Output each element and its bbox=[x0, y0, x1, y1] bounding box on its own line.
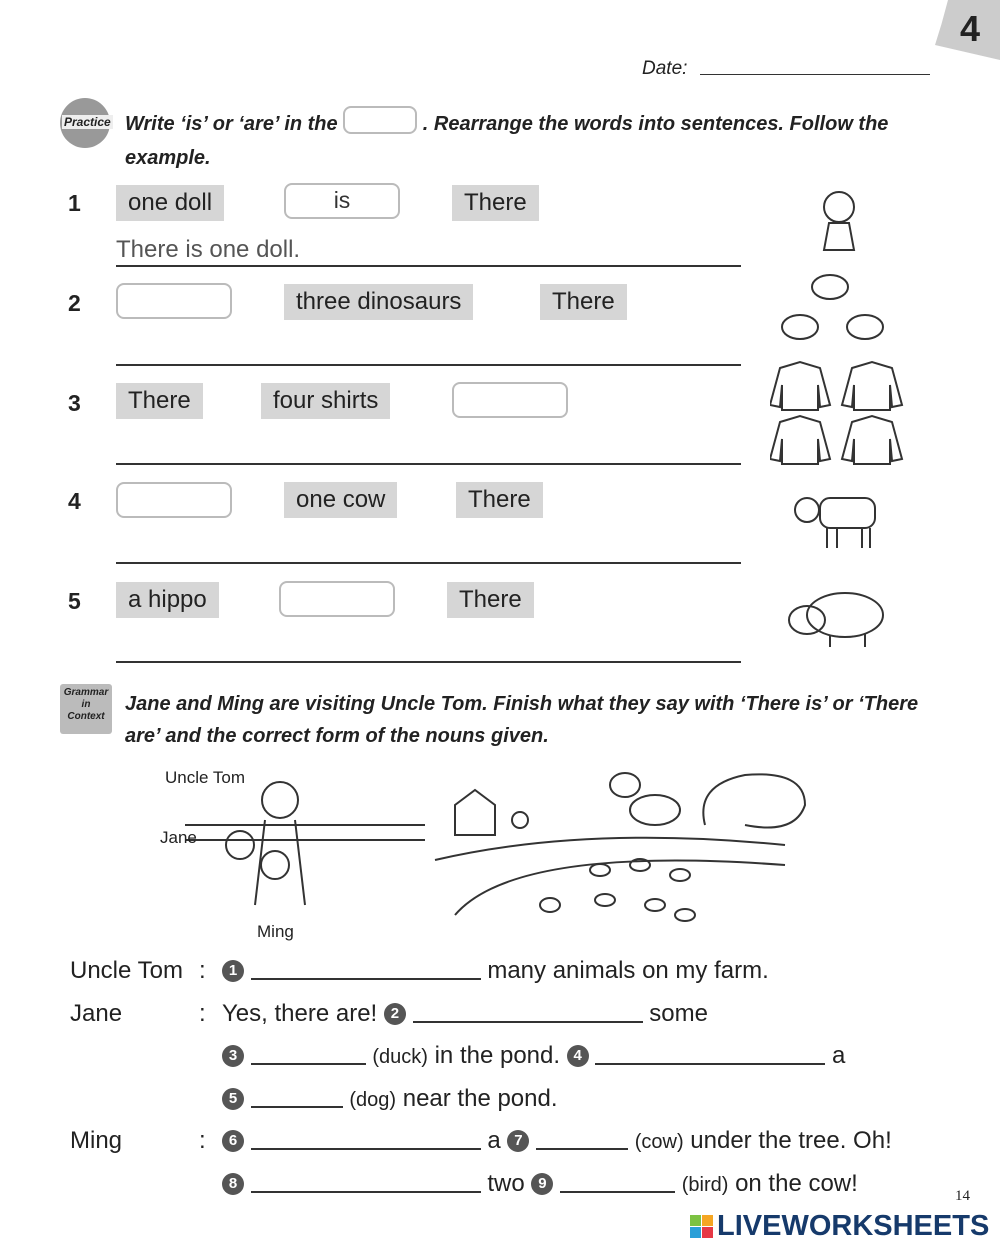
hippo-icon bbox=[785, 585, 895, 650]
word-tile[interactable]: four shirts bbox=[261, 383, 390, 419]
colon: : bbox=[199, 1127, 206, 1154]
practice-badge: Practice bbox=[60, 98, 110, 148]
scene-label-jane: Jane bbox=[160, 828, 197, 847]
answer-line[interactable] bbox=[116, 364, 741, 366]
unit-number: 4 bbox=[960, 8, 981, 49]
dialogue-line-6: 8 two 9 (bird) on the cow! bbox=[222, 1170, 858, 1198]
example-answer: There is one doll. bbox=[116, 236, 301, 263]
word-tile[interactable]: There bbox=[447, 582, 534, 618]
blank-4[interactable] bbox=[595, 1043, 825, 1065]
girl-icon bbox=[812, 185, 867, 260]
blank-2[interactable] bbox=[413, 1001, 643, 1023]
answer-line[interactable] bbox=[116, 562, 741, 564]
dialogue-line-4: 5 (dog) near the pond. bbox=[222, 1085, 558, 1113]
shirts-icon bbox=[770, 360, 915, 470]
item-number: 2 bbox=[68, 290, 81, 316]
answer-box[interactable] bbox=[452, 382, 568, 418]
dialogue-line-3: 3 (duck) in the pond. 4 a bbox=[222, 1042, 845, 1070]
item-number: 4 bbox=[68, 488, 81, 514]
answer-line[interactable] bbox=[116, 265, 741, 267]
blank-1[interactable] bbox=[251, 958, 481, 980]
date-label: Date: bbox=[642, 58, 688, 79]
item-number: 3 bbox=[68, 390, 81, 416]
item-number: 5 bbox=[68, 588, 81, 614]
item-number: 1 bbox=[68, 190, 81, 216]
page-number: 14 bbox=[955, 1188, 970, 1204]
date-field[interactable] bbox=[700, 74, 930, 75]
scene-label-ming: Ming bbox=[257, 922, 294, 941]
speaker-ming: Ming bbox=[70, 1127, 123, 1154]
colon: : bbox=[199, 1000, 206, 1027]
word-tile[interactable]: a hippo bbox=[116, 582, 219, 618]
answer-line[interactable] bbox=[116, 661, 741, 663]
answer-box[interactable]: is bbox=[284, 183, 400, 219]
cow-icon bbox=[792, 488, 887, 553]
blank-7[interactable] bbox=[536, 1128, 628, 1150]
blank-5[interactable] bbox=[251, 1086, 343, 1108]
answer-box[interactable] bbox=[116, 283, 232, 319]
word-tile[interactable]: There bbox=[456, 482, 543, 518]
dialogue-line-1: 1 many animals on my farm. bbox=[222, 957, 769, 985]
dialogue-line-2: Yes, there are! 2 some bbox=[222, 1000, 708, 1027]
answer-box[interactable] bbox=[279, 581, 395, 617]
brand-logo: LIVEWORKSHEETS bbox=[690, 1210, 989, 1242]
answer-line[interactable] bbox=[116, 463, 741, 465]
example-box bbox=[343, 106, 417, 134]
word-tile[interactable]: There bbox=[116, 383, 203, 419]
dialogue-line-5: 6 a 7 (cow) under the tree. Oh! bbox=[222, 1127, 892, 1155]
blank-8[interactable] bbox=[251, 1171, 481, 1193]
word-tile[interactable]: three dinosaurs bbox=[284, 284, 473, 320]
dinosaurs-icon bbox=[775, 262, 900, 352]
word-tile[interactable]: one doll bbox=[116, 185, 224, 221]
word-tile[interactable]: There bbox=[540, 284, 627, 320]
practice-instruction: Write ‘is’ or ‘are’ in the . Rearrange the words into sentences. Follow the example. bbox=[125, 106, 925, 175]
brand-logo-icon bbox=[690, 1215, 713, 1238]
grammar-instruction: Jane and Ming are visiting Uncle Tom. Finish what they say with ‘There is’ or ‘There are’ and the correct form of the nouns given. bbox=[125, 693, 919, 747]
word-tile[interactable]: one cow bbox=[284, 482, 397, 518]
blank-3[interactable] bbox=[251, 1043, 366, 1065]
blank-9[interactable] bbox=[560, 1171, 675, 1193]
answer-box[interactable] bbox=[116, 482, 232, 518]
farm-scene-image bbox=[185, 765, 815, 930]
grammar-badge: Grammar in Context bbox=[60, 684, 112, 734]
colon: : bbox=[199, 957, 206, 984]
blank-6[interactable] bbox=[251, 1128, 481, 1150]
scene-label-uncle-tom: Uncle Tom bbox=[165, 768, 245, 787]
speaker-uncle-tom: Uncle Tom bbox=[70, 957, 183, 984]
word-tile[interactable]: There bbox=[452, 185, 539, 221]
speaker-jane: Jane bbox=[70, 1000, 123, 1027]
